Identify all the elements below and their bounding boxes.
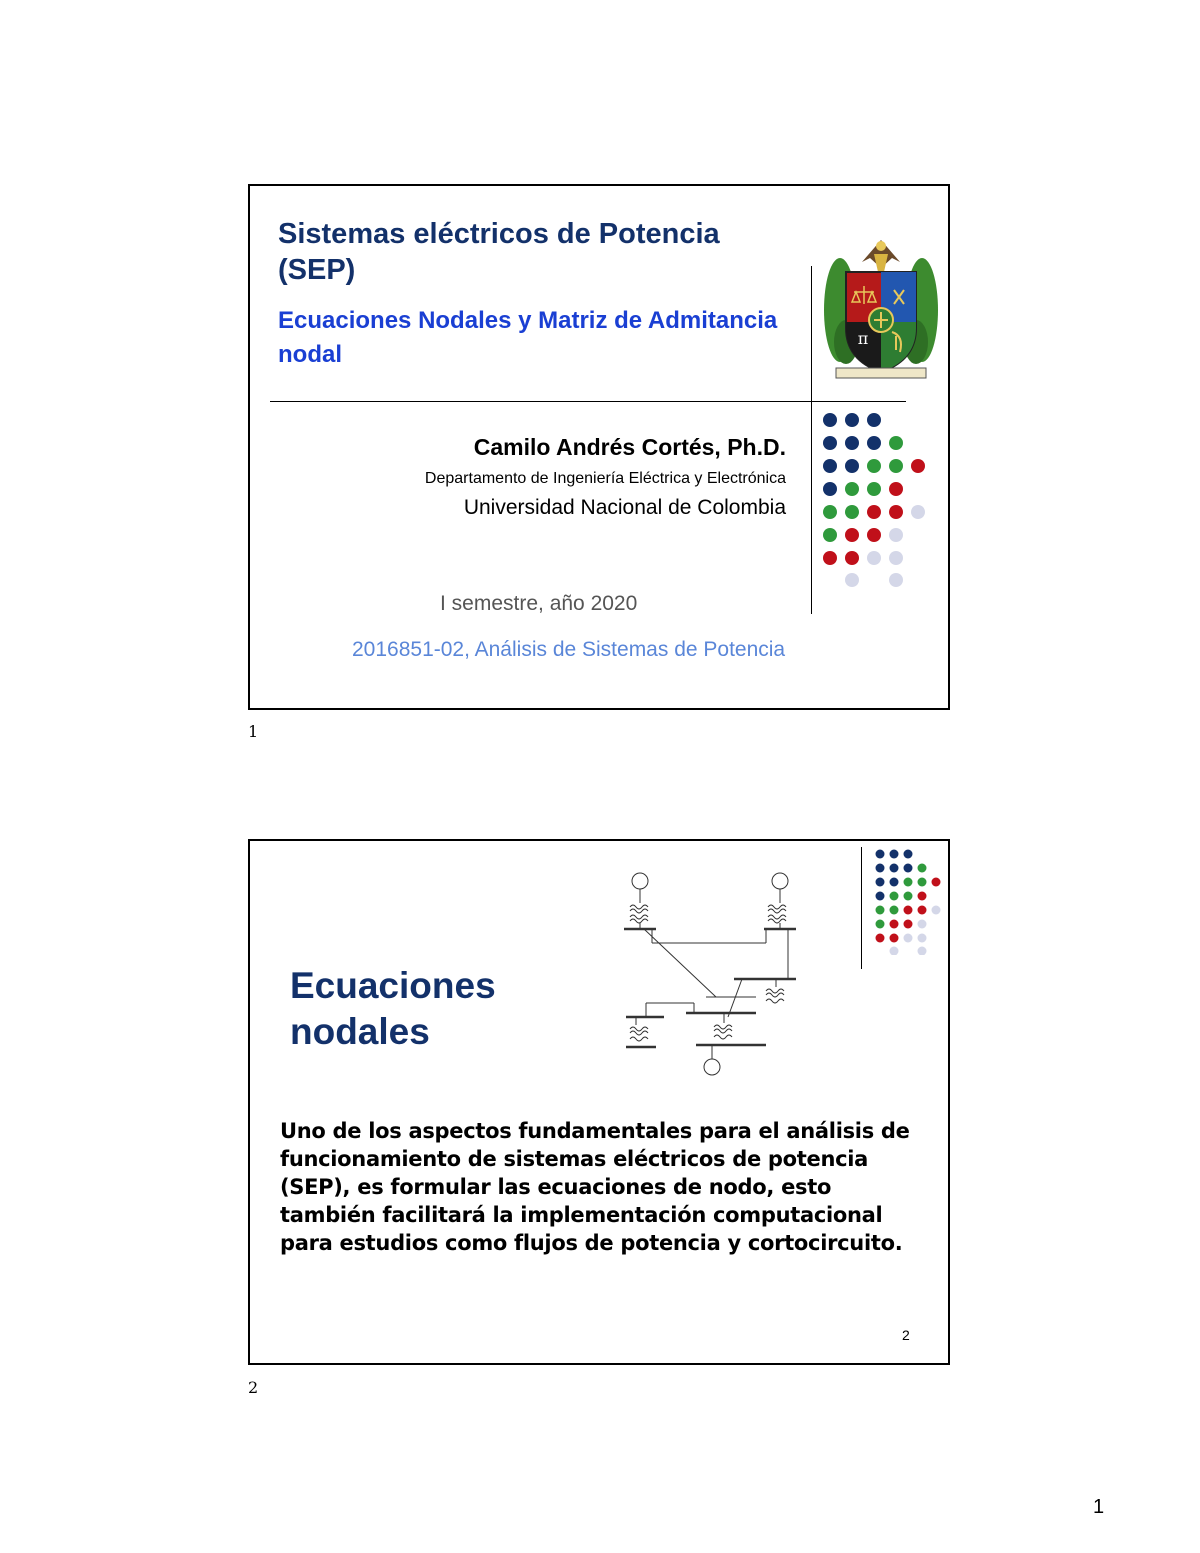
slide-2-label: 2 — [248, 1378, 259, 1397]
slide-1-subtitle: Ecuaciones Nodales y Matriz de Admitancia nodal — [278, 307, 778, 368]
slide-2 — [248, 839, 950, 1365]
decorative-dot-grid — [875, 849, 947, 955]
vertical-divider — [811, 266, 812, 614]
slide-2-body-text: Uno de los aspectos fundamentales para el análisis de funcionamiento de sistemas eléctricos de potencia (SEP), es formular las ecuaciones de nodo, esto también facilitará la implementación computacional para estudios como flujos de potencia y cortocircuito. — [280, 1119, 910, 1255]
department-name: Departamento de Ingeniería Eléctrica y Electrónica — [424, 470, 786, 487]
page-number: 1 — [1093, 1496, 1105, 1518]
author-name: Camilo Andrés Cortés, Ph.D. — [473, 434, 786, 460]
slide-2-number: 2 — [902, 1327, 910, 1343]
slide-1 — [248, 184, 950, 710]
decorative-dot-grid — [822, 412, 934, 588]
university-name: Universidad Nacional de Colombia — [463, 496, 786, 519]
slide-2-title: Ecuaciones nodales — [290, 965, 496, 1052]
semester-label: I semestre, año 2020 — [440, 592, 638, 615]
vertical-divider — [861, 847, 862, 969]
course-label: 2016851-02, Análisis de Sistemas de Potencia — [352, 638, 786, 661]
svg-text:π: π — [857, 329, 869, 348]
slide-1-label: 1 — [248, 722, 259, 741]
university-crest-logo — [822, 232, 940, 384]
slide-1-title: Sistemas eléctricos de Potencia (SEP) — [278, 218, 720, 286]
power-system-one-line-diagram — [616, 867, 802, 1085]
